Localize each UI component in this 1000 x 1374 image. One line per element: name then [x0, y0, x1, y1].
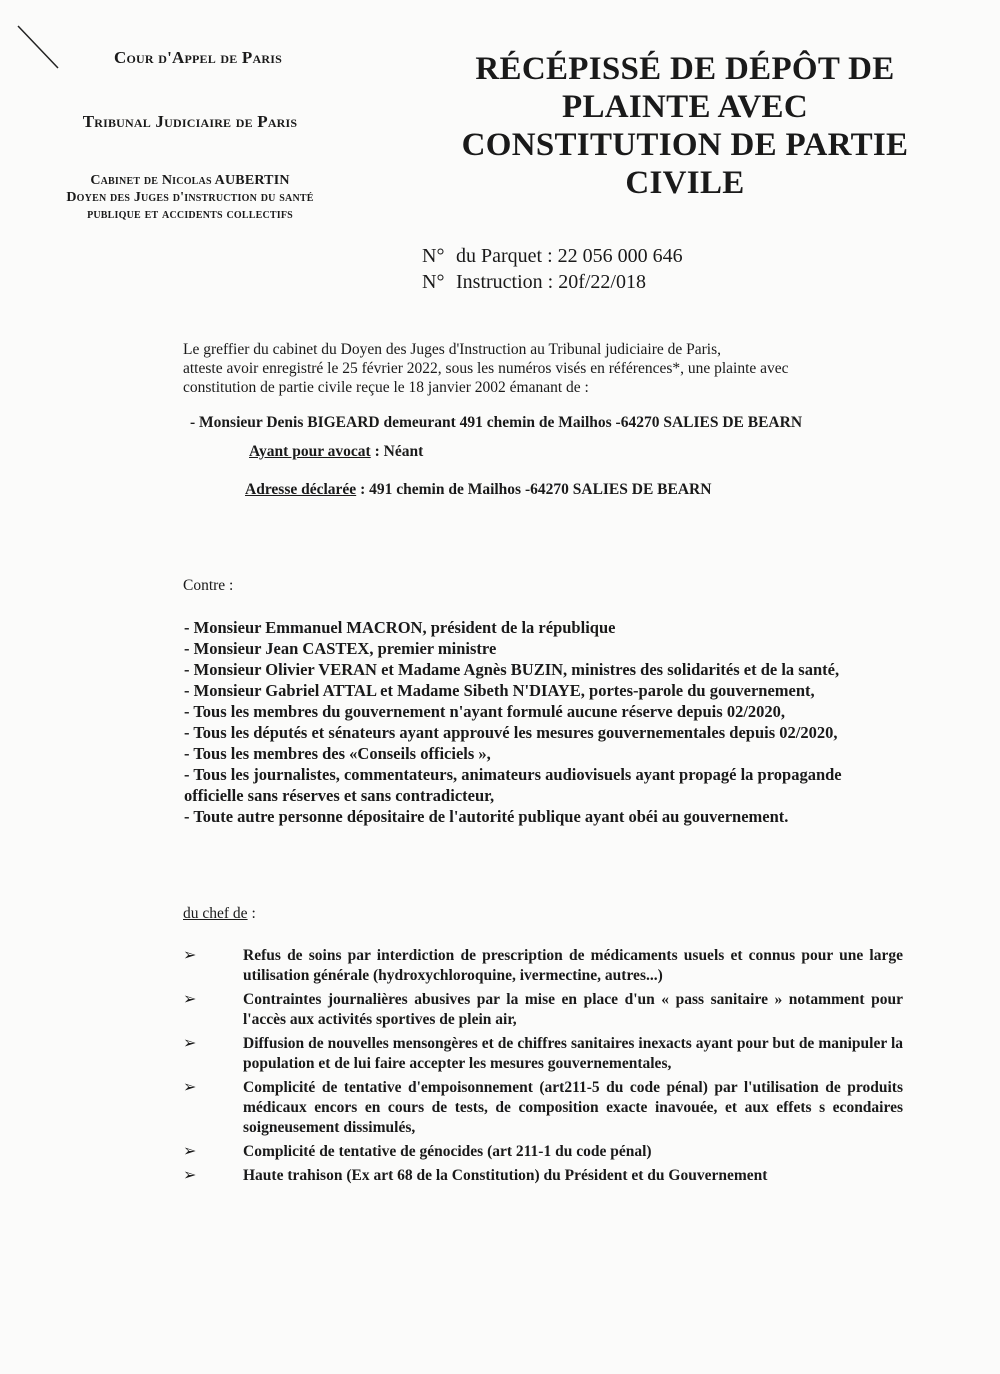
title-line: PLAINTE AVEC: [562, 89, 808, 125]
charges-heading-label: du chef de: [183, 905, 248, 922]
cabinet-line: Doyen des Juges d'instruction du santé: [66, 190, 314, 205]
address-label: Adresse déclarée: [245, 481, 357, 498]
intro-line: Le greffier du cabinet du Doyen des Juges d'Instruction au Tribunal judiciaire de Paris,: [183, 341, 721, 358]
cabinet-block: [40, 172, 340, 223]
parquet-value: du Parquet : 22 056 000 646: [456, 245, 683, 267]
defendant-item: - Monsieur Emmanuel MACRON, président de la république: [184, 618, 616, 637]
lawyer-label: Ayant pour avocat: [249, 443, 371, 460]
arrow-bullet-icon: ➢: [183, 947, 197, 964]
charge-text: Haute trahison (Ex art 68 de la Constitution) du Président et du Gouvernement: [243, 1167, 768, 1184]
tribunal-name: Tribunal Judiciaire de Paris: [82, 112, 298, 131]
charge-item: [183, 1166, 903, 1186]
lawyer-line: [249, 443, 423, 461]
address-value: : 491 chemin de Mailhos -64270 SALIES DE BEARN: [356, 481, 712, 498]
number-sign: N°: [422, 245, 445, 267]
arrow-bullet-icon: ➢: [183, 1035, 197, 1052]
instruction-value: Instruction : 20f/22/018: [456, 271, 646, 293]
charge-item: [183, 1034, 903, 1074]
cabinet-line: Cabinet de Nicolas AUBERTIN: [90, 173, 290, 188]
defendant-item: - Monsieur Olivier VERAN et Madame Agnès BUZIN, ministres des solidarités et de la santé,: [184, 660, 840, 679]
charge-item: [183, 946, 903, 986]
declared-address-line: [245, 481, 711, 499]
charges-heading: [183, 905, 256, 923]
intro-paragraph: [183, 340, 883, 397]
defendant-item: - Tous les membres des «Conseils officiels »,: [184, 744, 491, 763]
title-line: CIVILE: [625, 165, 745, 201]
defendant-item: - Monsieur Gabriel ATTAL et Madame Sibeth N'DIAYE, portes-parole du gouvernement,: [184, 681, 815, 700]
defendant-item: - Tous les membres du gouvernement n'ayant formulé aucune réserve depuis 02/2020,: [184, 702, 786, 721]
charge-item: [183, 990, 903, 1030]
title-line: CONSTITUTION DE PARTIE: [461, 127, 909, 163]
intro-line: constitution de partie civile reçue le 18 janvier 2002 émanant de :: [183, 379, 589, 396]
defendant-item: officielle sans réserves et sans contradicteur,: [184, 786, 495, 805]
document-title: [440, 50, 930, 202]
charge-item: [183, 1078, 903, 1138]
charge-text: Contraintes journalières abusives par la mise en place d'un « pass sanitaire » notamment pour l'accès aux activités sportives de plein air,: [243, 991, 903, 1028]
defendant-item: - Tous les députés et sénateurs ayant approuvé les mesures gouvernementales depuis 02/2020,: [184, 723, 838, 742]
arrow-bullet-icon: ➢: [183, 991, 197, 1008]
parquet-number: [422, 243, 683, 269]
intro-line: atteste avoir enregistré le 25 février 2022, sous les numéros visés en références*, une plainte avec: [183, 360, 789, 377]
arrow-bullet-icon: ➢: [183, 1079, 197, 1096]
defendant-item: - Tous les journalistes, commentateurs, animateurs audiovisuels ayant propagé la propagande: [184, 765, 842, 784]
charges-heading-colon: :: [247, 905, 256, 922]
arrow-bullet-icon: ➢: [183, 1167, 197, 1184]
cabinet-line: publique et accidents collectifs: [87, 207, 293, 222]
against-label: Contre :: [183, 577, 234, 594]
court-name: Cour d'Appel de Paris: [114, 48, 282, 67]
defendants-list: [184, 617, 924, 827]
court-header: [40, 48, 340, 223]
defendant-item: - Monsieur Jean CASTEX, premier ministre: [184, 639, 497, 658]
title-line: RÉCÉPISSÉ DE DÉPÔT DE: [475, 51, 895, 87]
reference-numbers: [422, 243, 683, 295]
plaintiff: - Monsieur Denis BIGEARD demeurant 491 chemin de Mailhos -64270 SALIES DE BEARN: [190, 414, 803, 431]
defendant-item: - Toute autre personne dépositaire de l'autorité publique ayant obéi au gouvernement.: [184, 807, 789, 826]
charge-text: Complicité de tentative de génocides (art 211-1 du code pénal): [243, 1143, 652, 1160]
charge-text: Diffusion de nouvelles mensongères et de chiffres sanitaires inexacts ayant pour but de manipuler la population et de lui faire accepter les mesures gouvernementales,: [243, 1035, 903, 1072]
charge-text: Complicité de tentative d'empoisonnement (art211-5 du code pénal) par l'utilisation de produits médicaux encors en cours de tests, de composition exacte inavouée, et aux effets s econdaires soigneusement dissimulés,: [243, 1079, 903, 1136]
charge-text: Refus de soins par interdiction de prescription de médicaments usuels et connus pour une large utilisation générale (hydroxychloroquine, ivermectine, autres...): [243, 947, 903, 984]
arrow-bullet-icon: ➢: [183, 1143, 197, 1160]
charges-list: [183, 946, 903, 1190]
number-sign: N°: [422, 271, 445, 293]
lawyer-value: : Néant: [370, 443, 424, 460]
instruction-number: [422, 269, 683, 295]
charge-item: [183, 1142, 903, 1162]
